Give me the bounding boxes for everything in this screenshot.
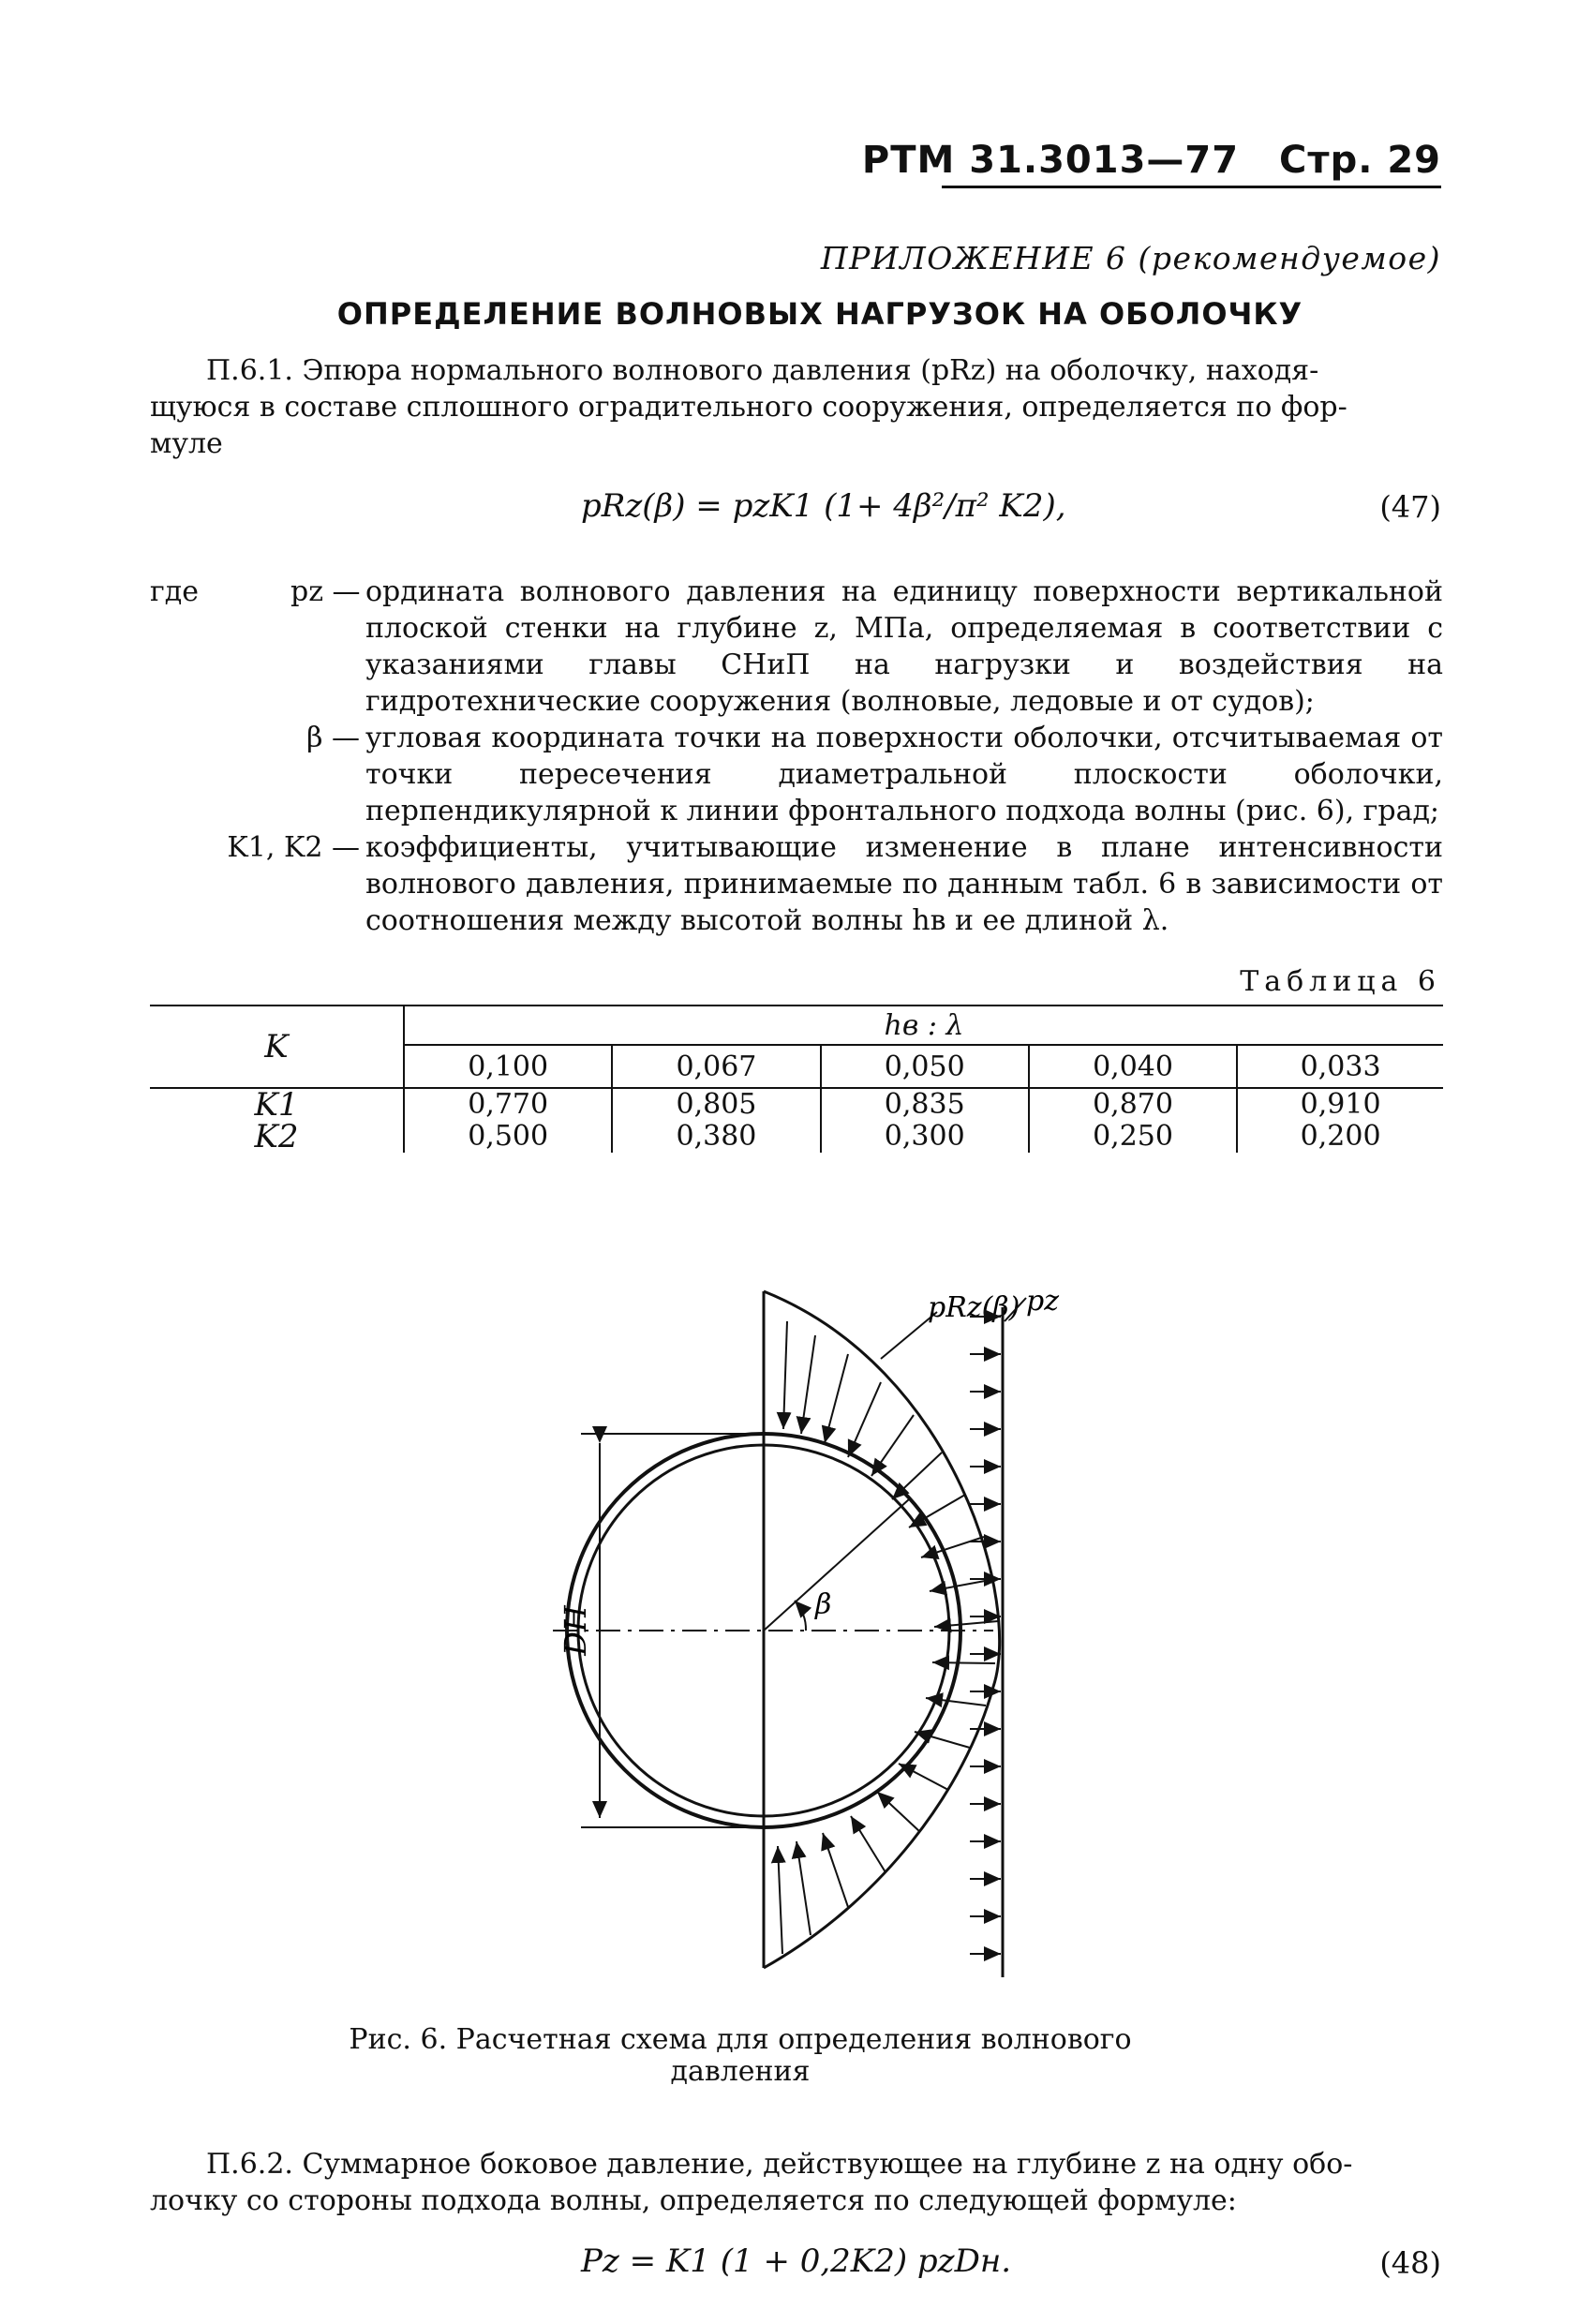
table-cell: [612, 1088, 820, 1153]
section-title: ОПРЕДЕЛЕНИЕ ВОЛНОВЫХ НАГРУЗОК НА ОБОЛОЧКУ: [336, 296, 1303, 332]
table-group-header: hв : λ: [404, 1006, 1443, 1045]
dh-label: DH: [558, 1605, 593, 1656]
pz-arrows: [970, 1317, 1001, 1954]
row-label-k2: K2: [254, 1118, 299, 1155]
table-cell: [404, 1088, 612, 1153]
table-header-row: [150, 1006, 1443, 1045]
definitions-list: [150, 574, 1443, 939]
table-caption: Таблица 6: [1240, 965, 1441, 998]
paragraph-line: П.6.2. Суммарное боковое давление, действующее на глубине z на одну обо-: [206, 2148, 1353, 2181]
cell-k2-0033: 0,200: [1300, 1120, 1381, 1153]
table-k-header: K: [150, 1006, 404, 1088]
paragraph-line: лочку со стороны подхода волны, определяется по следующей формуле:: [150, 2184, 1237, 2217]
table-cell: [1029, 1088, 1237, 1153]
equation-number-48: (48): [1379, 2245, 1441, 2281]
cell-k2-0050: 0,300: [884, 1120, 965, 1153]
cell-k1-0040: 0,870: [1093, 1088, 1173, 1121]
prz-label: pRz(β): [928, 1291, 1020, 1324]
paragraph-line: муле: [150, 427, 223, 460]
formula-48: Pz = K1 (1 + 0,2K2) pzDн.: [581, 2242, 1012, 2280]
equation-number-47: (47): [1379, 489, 1441, 525]
table-cell: [821, 1088, 1029, 1153]
doc-code: РТМ 31.3013—77: [861, 139, 1240, 182]
table-column-header: 0,050: [821, 1045, 1029, 1088]
beta-label: β: [815, 1588, 832, 1621]
table-column-header: 0,040: [1029, 1045, 1237, 1088]
table-row: [150, 1088, 1443, 1153]
cell-k2-0067: 0,380: [676, 1120, 757, 1153]
definition-item: [150, 829, 1443, 939]
figure-6-diagram: [281, 1265, 1218, 1996]
table-cell: [1237, 1088, 1443, 1153]
definition-text: коэффициенты, учитывающие изменение в плане интенсивности волнового давления, принимаемые по данным табл. 6 в зависимости от соотношения между высотой волны hв и ее длиной λ.: [365, 831, 1443, 937]
table-row-label: [150, 1088, 404, 1153]
header-rule: [942, 186, 1441, 188]
cell-k1-0050: 0,835: [884, 1088, 965, 1121]
definition-symbol: pz —: [290, 575, 361, 608]
paragraph-6-1: [150, 352, 1443, 462]
definition-symbol: β —: [306, 722, 360, 754]
definition-symbol: K1, K2 —: [227, 831, 360, 864]
pz-label: pz: [1026, 1285, 1060, 1318]
formula-47: pRz(β) = pzK1 (1+ 4β²/π² K2),: [581, 487, 1066, 525]
paragraph-line: щуюся в составе сплошного оградительного сооружения, определяется по фор-: [150, 391, 1347, 424]
paragraph-line: П.6.1. Эпюра нормального волнового давления (pRz) на оболочку, находя-: [206, 354, 1319, 387]
figure-caption-line: Рис. 6. Расчетная схема для определения волнового: [349, 2023, 1132, 2056]
table-column-header: 0,100: [404, 1045, 612, 1088]
pressure-arrows: [778, 1321, 998, 1954]
page-number: Стр. 29: [1279, 139, 1441, 182]
cell-k1-0067: 0,805: [676, 1088, 757, 1121]
cell-k1-0100: 0,770: [468, 1088, 549, 1121]
figure-caption-line: давления: [670, 2055, 811, 2088]
cell-k1-0033: 0,910: [1300, 1088, 1381, 1121]
beta-radius-line: [764, 1499, 909, 1631]
figure-caption: [0, 2024, 1593, 2088]
beta-arc: [795, 1601, 806, 1631]
table-column-header: 0,033: [1237, 1045, 1443, 1088]
coefficients-table: [150, 1005, 1443, 1153]
table-column-header: 0,067: [612, 1045, 820, 1088]
paragraph-6-2: [150, 2146, 1443, 2219]
appendix-label: ПРИЛОЖЕНИЕ 6 (рекомендуемое): [820, 240, 1441, 276]
page-header: [0, 139, 1441, 182]
where-label: где: [150, 575, 199, 608]
cell-k2-0040: 0,250: [1093, 1120, 1173, 1153]
cell-k2-0100: 0,500: [468, 1120, 549, 1153]
definition-text: ордината волнового давления на единицу поверхности вертикальной плоской стенки на глубине z, МПа, определяемая в соответствии с указаниями главы СНиП на нагрузки и воздействия на гидротехнические сооружения (волновые, ледовые и от судов);: [365, 575, 1443, 718]
definition-item: [150, 720, 1443, 829]
definition-item: [150, 574, 1443, 720]
row-label-k1: K1: [254, 1086, 299, 1124]
definition-text: угловая координата точки на поверхности оболочки, отсчитываемая от точки пересечения диаметральной плоскости оболочки, перпендикулярной к линии фронтального подхода волны (рис. 6), град;: [365, 722, 1443, 827]
